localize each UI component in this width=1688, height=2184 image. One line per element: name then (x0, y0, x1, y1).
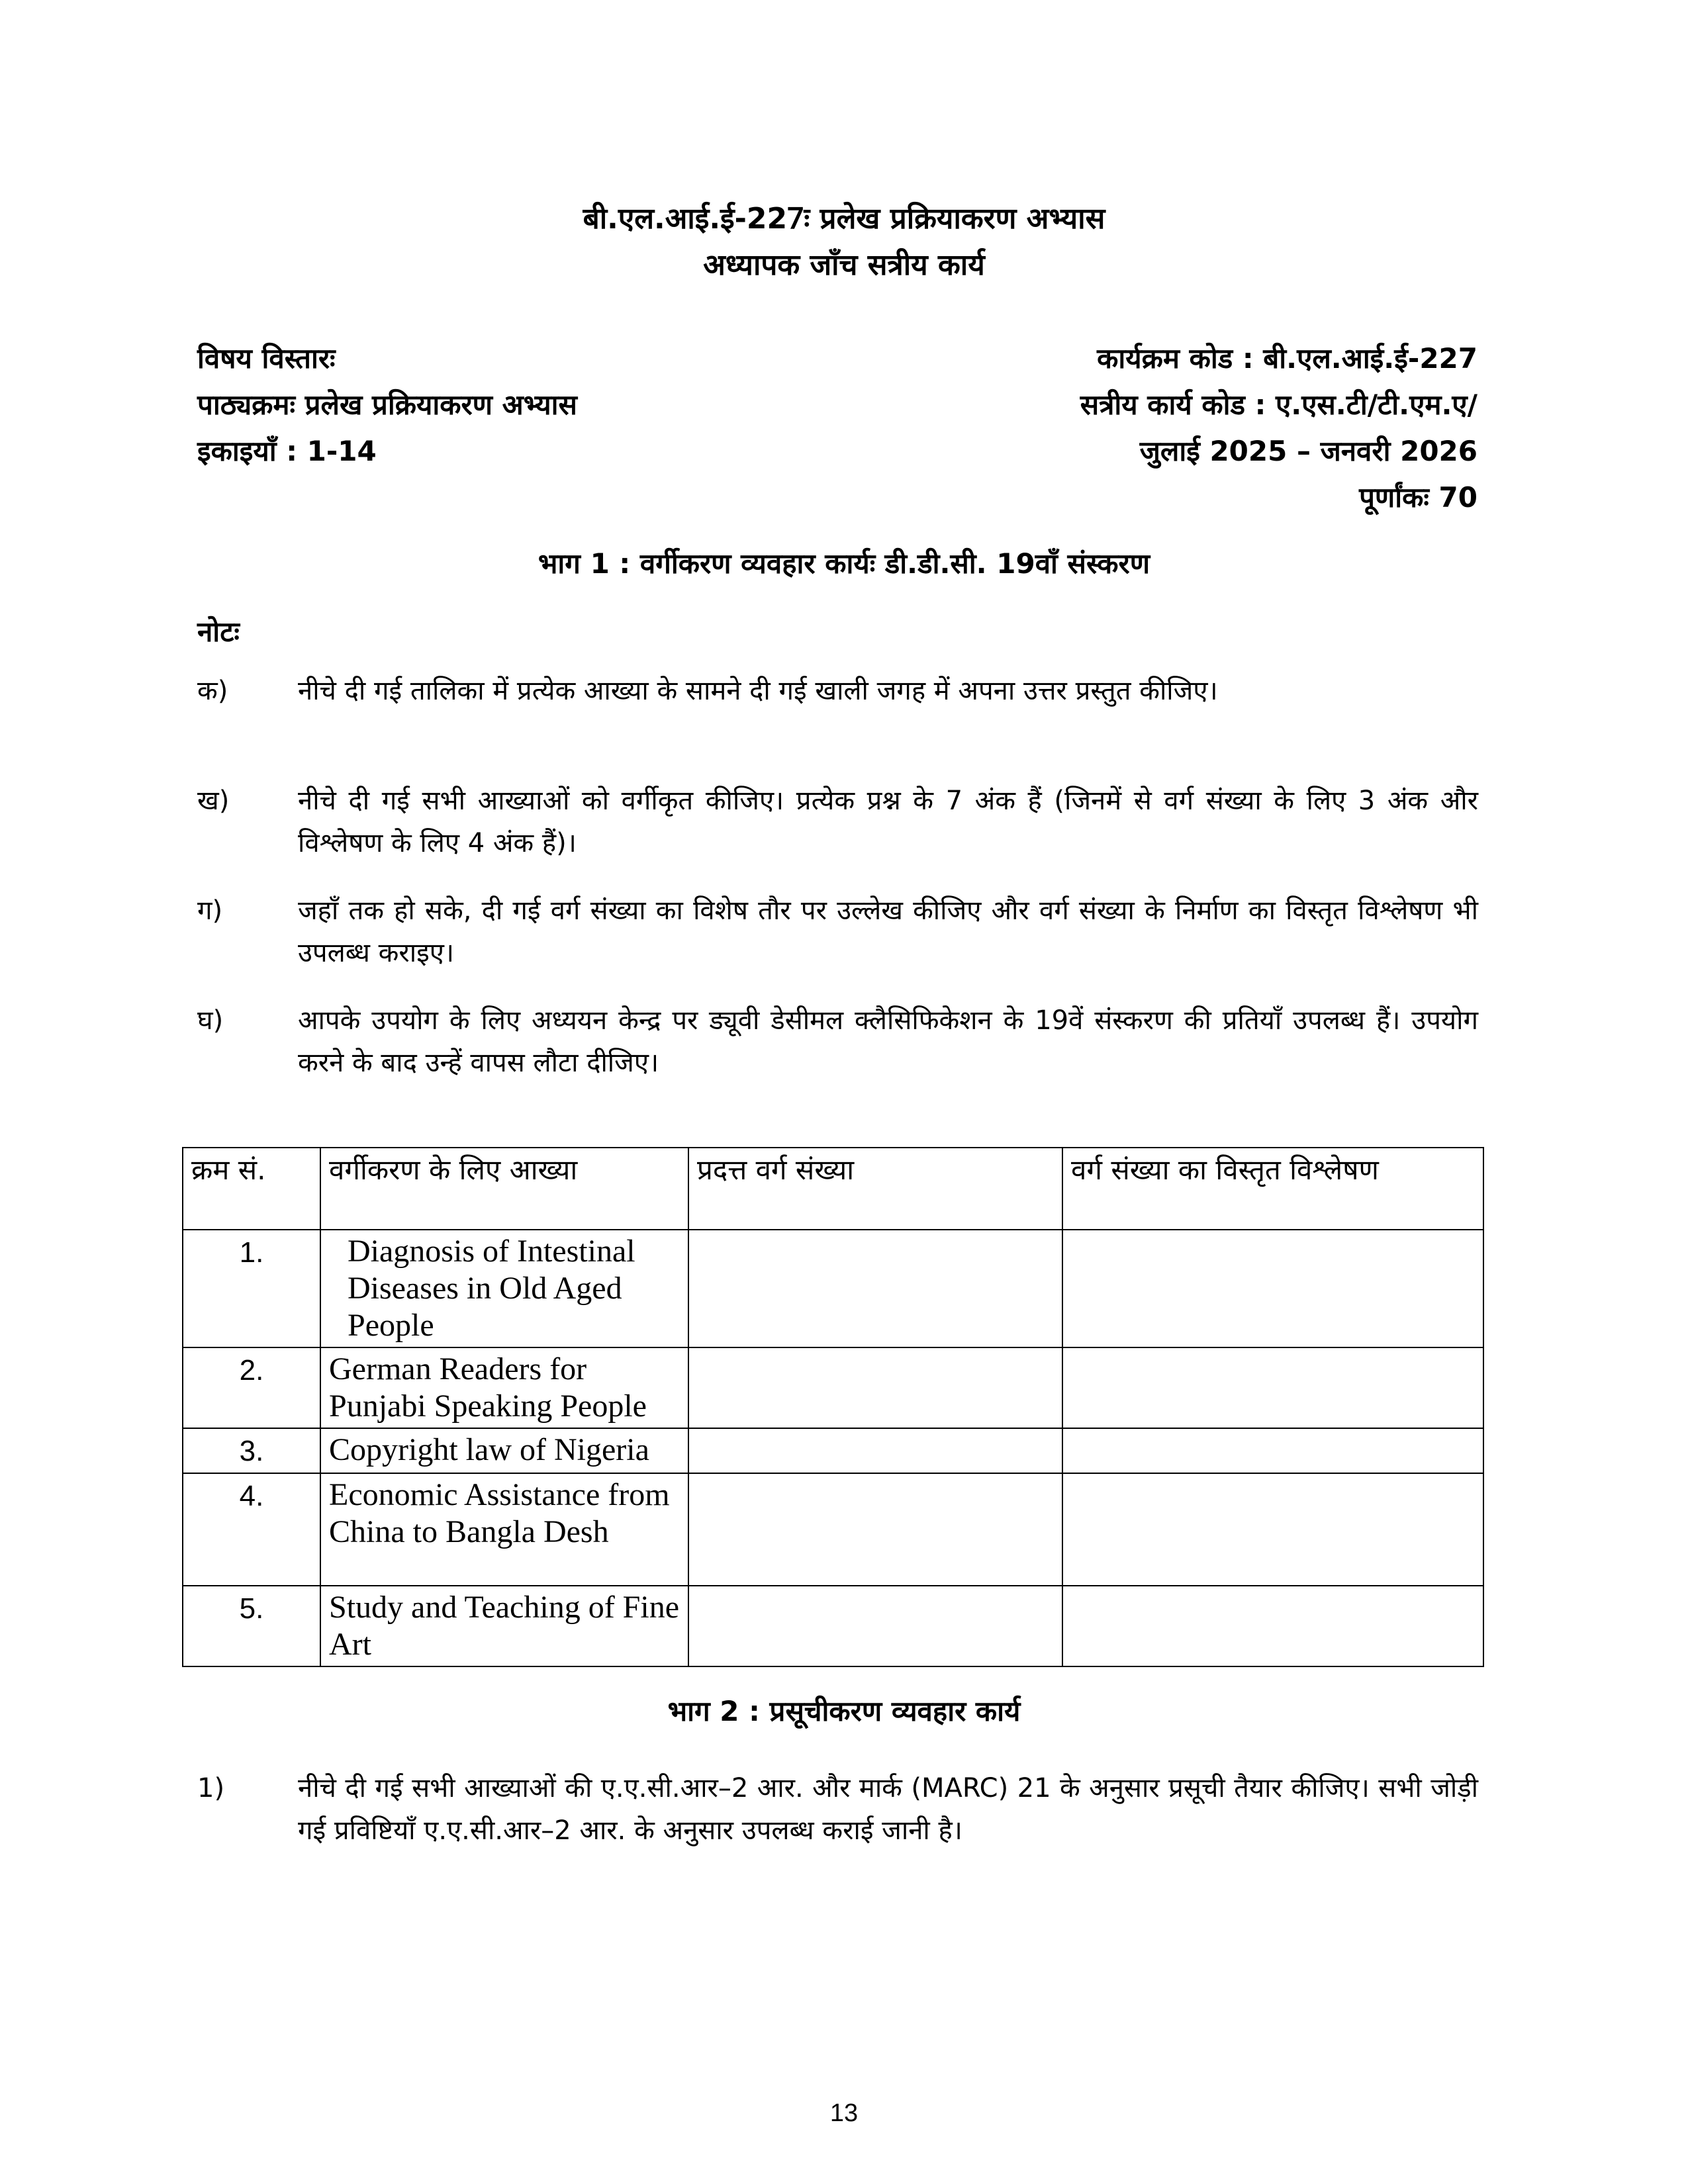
part2-heading: भाग 2 : प्रसूचीकरण व्यवहार कार्य (667, 1695, 1021, 1727)
meta-session: जुलाई 2025 – जनवरी 2026 (1139, 435, 1477, 467)
note-marker: क) (197, 676, 228, 706)
answer-analysis-cell[interactable] (1062, 1230, 1483, 1347)
table-row (183, 1347, 1483, 1428)
title-line-1: बी.एल.आई.ई-227ः प्रलेख प्रक्रियाकरण अभ्यास (583, 202, 1105, 236)
answer-class-number-cell[interactable] (688, 1428, 1062, 1473)
table-row (183, 1428, 1483, 1473)
row-number: 4. (183, 1473, 320, 1586)
header-class-number: प्रदत्त वर्ग संख्या (688, 1148, 1062, 1230)
note-marker: ख) (197, 786, 230, 816)
note-text: नीचे दी गई तालिका में प्रत्येक आख्या के सामने दी गई खाली जगह में अपना उत्तर प्रस्तुत कीजिए। (298, 676, 1218, 706)
meta-course: पाठ्यक्रमः प्रलेख प्रक्रियाकरण अभ्यास (197, 388, 577, 421)
note-item (197, 889, 1478, 974)
row-title: Diagnosis of Intestinal Diseases in Old Aged People (320, 1230, 688, 1347)
table-row (183, 1473, 1483, 1586)
page-number: 13 (829, 2099, 859, 2127)
row-title: Economic Assistance from China to Bangla Desh (320, 1473, 688, 1586)
answer-analysis-cell[interactable] (1062, 1347, 1483, 1428)
answer-analysis-cell[interactable] (1062, 1586, 1483, 1666)
meta-assignment-code: सत्रीय कार्य कोड : ए.एस.टी/टी.एम.ए/ (1080, 388, 1477, 421)
meta-max-marks: पूर्णांकः 70 (1359, 481, 1477, 514)
part2-item-marker: 1) (197, 1773, 225, 1803)
note-marker: घ) (197, 1005, 224, 1036)
table-row (183, 1586, 1483, 1666)
row-number: 1. (183, 1230, 320, 1347)
answer-class-number-cell[interactable] (688, 1473, 1062, 1586)
note-item (197, 670, 1478, 712)
answer-class-number-cell[interactable] (688, 1230, 1062, 1347)
meta-subject: विषय विस्तारः (197, 342, 336, 375)
table-header-row (183, 1148, 1483, 1230)
part2-item (197, 1767, 1478, 1852)
row-title: German Readers for Punjabi Speaking People (320, 1347, 688, 1428)
answer-class-number-cell[interactable] (688, 1347, 1062, 1428)
header-title: वर्गीकरण के लिए आख्या (320, 1148, 688, 1230)
meta-units: इकाइयाँ : 1-14 (197, 435, 377, 467)
note-text: नीचे दी गई सभी आख्याओं को वर्गीकृत कीजिए। प्रत्येक प्रश्न के 7 अंक हैं (जिनमें से वर्ग संख्या के लिए 3 अंक और विश्लेषण के लिए 4 अंक हैं)। (298, 786, 1478, 858)
answer-class-number-cell[interactable] (688, 1586, 1062, 1666)
header-analysis: वर्ग संख्या का विस्तृत विश्लेषण (1062, 1148, 1483, 1230)
title-line-2: अध्यापक जाँच सत्रीय कार्य (703, 248, 985, 282)
note-marker: ग) (197, 895, 223, 926)
row-title: Study and Teaching of Fine Art (320, 1586, 688, 1666)
part2-item-text: नीचे दी गई सभी आख्याओं की ए.ए.सी.आर–2 आर. और मार्क (MARC) 21 के अनुसार प्रसूची तैयार कीजिए। सभी जोड़ी गई प्रविष्टियाँ ए.ए.सी.आर–2 आर. के अनुसार उपलब्ध कराई जानी है। (298, 1773, 1478, 1846)
row-number: 5. (183, 1586, 320, 1666)
row-number: 2. (183, 1347, 320, 1428)
classification-table (182, 1147, 1484, 1667)
row-number: 3. (183, 1428, 320, 1473)
note-item (197, 999, 1478, 1084)
answer-analysis-cell[interactable] (1062, 1473, 1483, 1586)
note-title: नोटः (197, 615, 240, 648)
row-title: Copyright law of Nigeria (320, 1428, 688, 1473)
note-text: आपके उपयोग के लिए अध्ययन केन्द्र पर ड्यूवी डेसीमल क्लैसिफिकेशन के 19वें संस्करण की प्रतियाँ उपलब्ध हैं। उपयोग करने के बाद उन्हें वापस लौटा दीजिए। (298, 1005, 1478, 1078)
note-text: जहाँ तक हो सके, दी गई वर्ग संख्या का विशेष तौर पर उल्लेख कीजिए और वर्ग संख्या के निर्माण का विस्तृत विश्लेषण भी उपलब्ध कराइए। (298, 895, 1478, 968)
part1-heading: भाग 1 : वर्गीकरण व्यवहार कार्यः डी.डी.सी. 19वाँ संस्करण (538, 547, 1150, 580)
header-serial: क्रम सं. (183, 1148, 320, 1230)
note-item (197, 780, 1478, 864)
meta-program-code: कार्यक्रम कोड : बी.एल.आई.ई-227 (1097, 342, 1477, 375)
answer-analysis-cell[interactable] (1062, 1428, 1483, 1473)
table-row (183, 1230, 1483, 1347)
